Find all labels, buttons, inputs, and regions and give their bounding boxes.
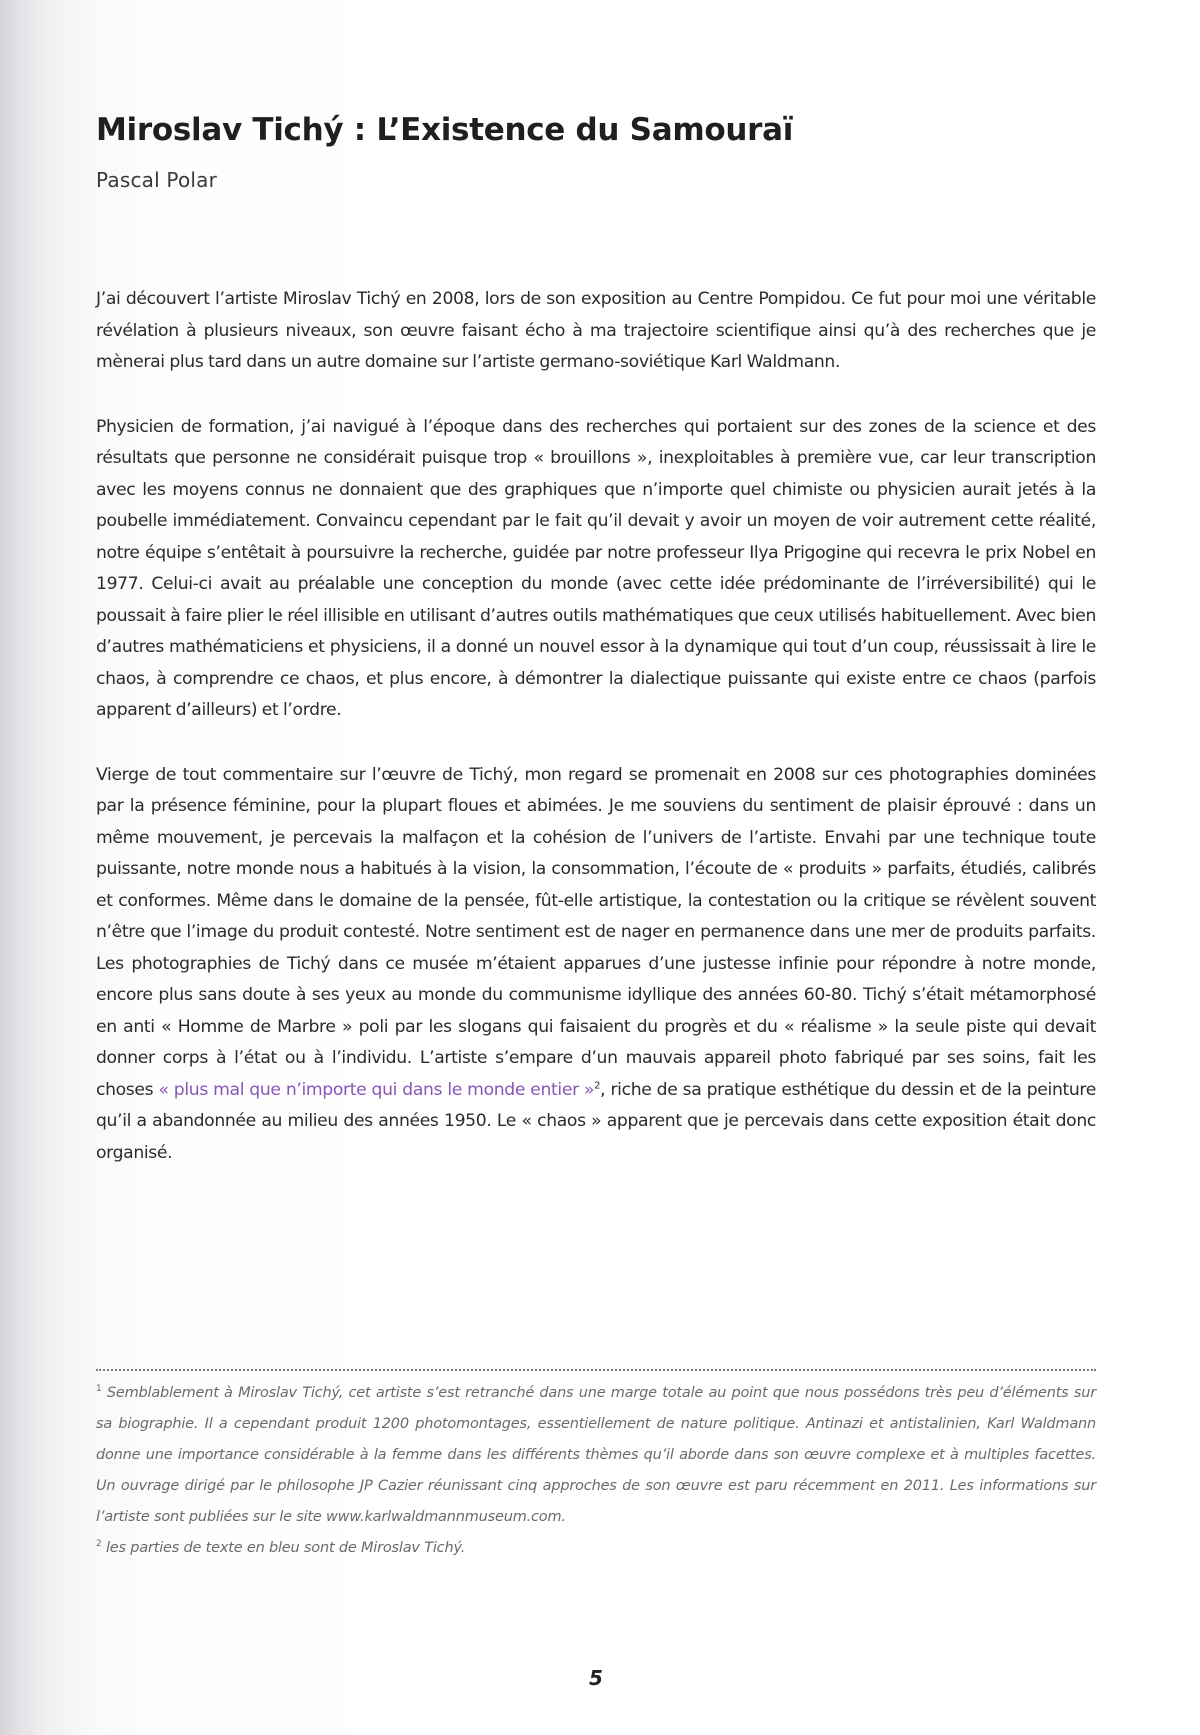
paragraph-3-text-after: , riche de sa pratique esthétique du dessin et de la peinture qu’il a abandonnée au milieu des années 1950. Le « chaos » apparent que je percevais dans cette exposition était donc organisé. [96, 1079, 1096, 1163]
page-number: 5 [589, 1666, 603, 1690]
footnote-number: 1 [96, 1384, 102, 1395]
article-title: Miroslav Tichý : L’Existence du Samouraï [96, 112, 794, 148]
tichy-quote: « plus mal que n’importe qui dans le monde entier » [158, 1079, 595, 1100]
footnote-number: 2 [96, 1539, 102, 1550]
footnote-text: Semblablement à Miroslav Tichý, cet artiste s’est retranché dans une marge totale au point que nous possédons très peu d’éléments sur sa biographie. Il a cependant produit 1200 photomontages, essentiellement de nature politique. Antinazi et antistalinien, Karl Waldmann donne une importance considérable à la femme dans les différents thèmes qu’il aborde dans son œuvre complexe et à multiples facettes. Un ouvrage dirigé par le philosophe JP Cazier réunissant cinq approches de son œuvre est paru récemment en 2011. Les informations sur l’artiste sont publiées sur le site www.karlwaldmannmuseum.com. [96, 1385, 1096, 1525]
footnote-ref-2[interactable]: 2 [594, 1079, 601, 1091]
paragraph-1: J’ai découvert l’artiste Miroslav Tichý en 2008, lors de son exposition au Centre Pompidou. Ce fut pour moi une véritable révélation à plusieurs niveaux, son œuvre faisant écho à ma trajectoire scientifique ainsi qu’à des recherches que je mènerai plus tard dans un autre domaine sur l’artiste germano-soviétique Karl Waldmann. [96, 289, 1096, 372]
footnotes [96, 1378, 1096, 1564]
footnote-1 [96, 1378, 1096, 1533]
footnote-divider [96, 1369, 1096, 1371]
article-author: Pascal Polar [96, 168, 218, 192]
paragraph-2: Physicien de formation, j’ai navigué à l’époque dans des recherches qui portaient sur des zones de la science et des résultats que personne ne considérait puisque trop « brouillons », inexploitables à première vue, car leur transcription avec les moyens connus ne donnaient que des graphiques que n’importe quel chimiste ou physicien aurait jetés à la poubelle immédiatement. Convaincu cependant par le fait qu’il devait y avoir un moyen de voir autrement cette réalité, notre équipe s’entêtait à poursuivre la recherche, guidée par notre professeur Ilya Prigogine qui recevra le prix Nobel en 1977. Celui-ci avait au préalable une conception du monde (avec cette idée prédominante de l’irréversibilité) qui le poussait à faire plier le réel illisible en utilisant d’autres outils mathématiques que ceux utilisés habituellement. Avec bien d’autres mathématiciens et physiciens, il a donné un nouvel essor à la dynamique qui tout d’un coup, réussissait à lire le chaos, à comprendre ce chaos, et plus encore, à démontrer la dialectique puissante qui existe entre ce chaos (parfois apparent d’ailleurs) et l’ordre. [96, 416, 1096, 720]
paragraph-3-text-before: Vierge de tout commentaire sur l’œuvre de Tichý, mon regard se promenait en 2008 sur ces photographies dominées par la présence féminine, pour la plupart floues et abimées. Je me souviens du sentiment de plaisir éprouvé : dans un même mouvement, je percevais la malfaçon et la cohésion de l’univers de l’artiste. Envahi par une technique toute puissante, notre monde nous a habitués à la vision, la consommation, l’écoute de « produits » parfaits, étudiés, calibrés et conformes. Même dans le domaine de la pensée, fût-elle artistique, la contestation ou la critique se révèlent souvent n’être que l’image du produit contesté. Notre sentiment est de nager en permanence dans une mer de produits parfaits. Les photographies de Tichý dans ce musée m’étaient apparues d’une justesse infinie pour répondre à notre monde, encore plus sans doute à ses yeux au monde du communisme idyllique des années 60-80. Tichý s’était métamorphosé en anti « Homme de Marbre » poli par les slogans qui faisaient du progrès et du « réalisme » la seule piste qui devait donner corps à l’état ou à l’individu. L’artiste s’empare d’un mauvais appareil photo fabriqué par ses soins, fait les choses [96, 764, 1096, 1100]
paragraph-3 [96, 760, 1096, 1170]
footnote-text: les parties de texte en bleu sont de Miroslav Tichý. [105, 1540, 466, 1556]
article-body [96, 284, 1096, 1202]
footnote-2 [96, 1533, 1096, 1564]
